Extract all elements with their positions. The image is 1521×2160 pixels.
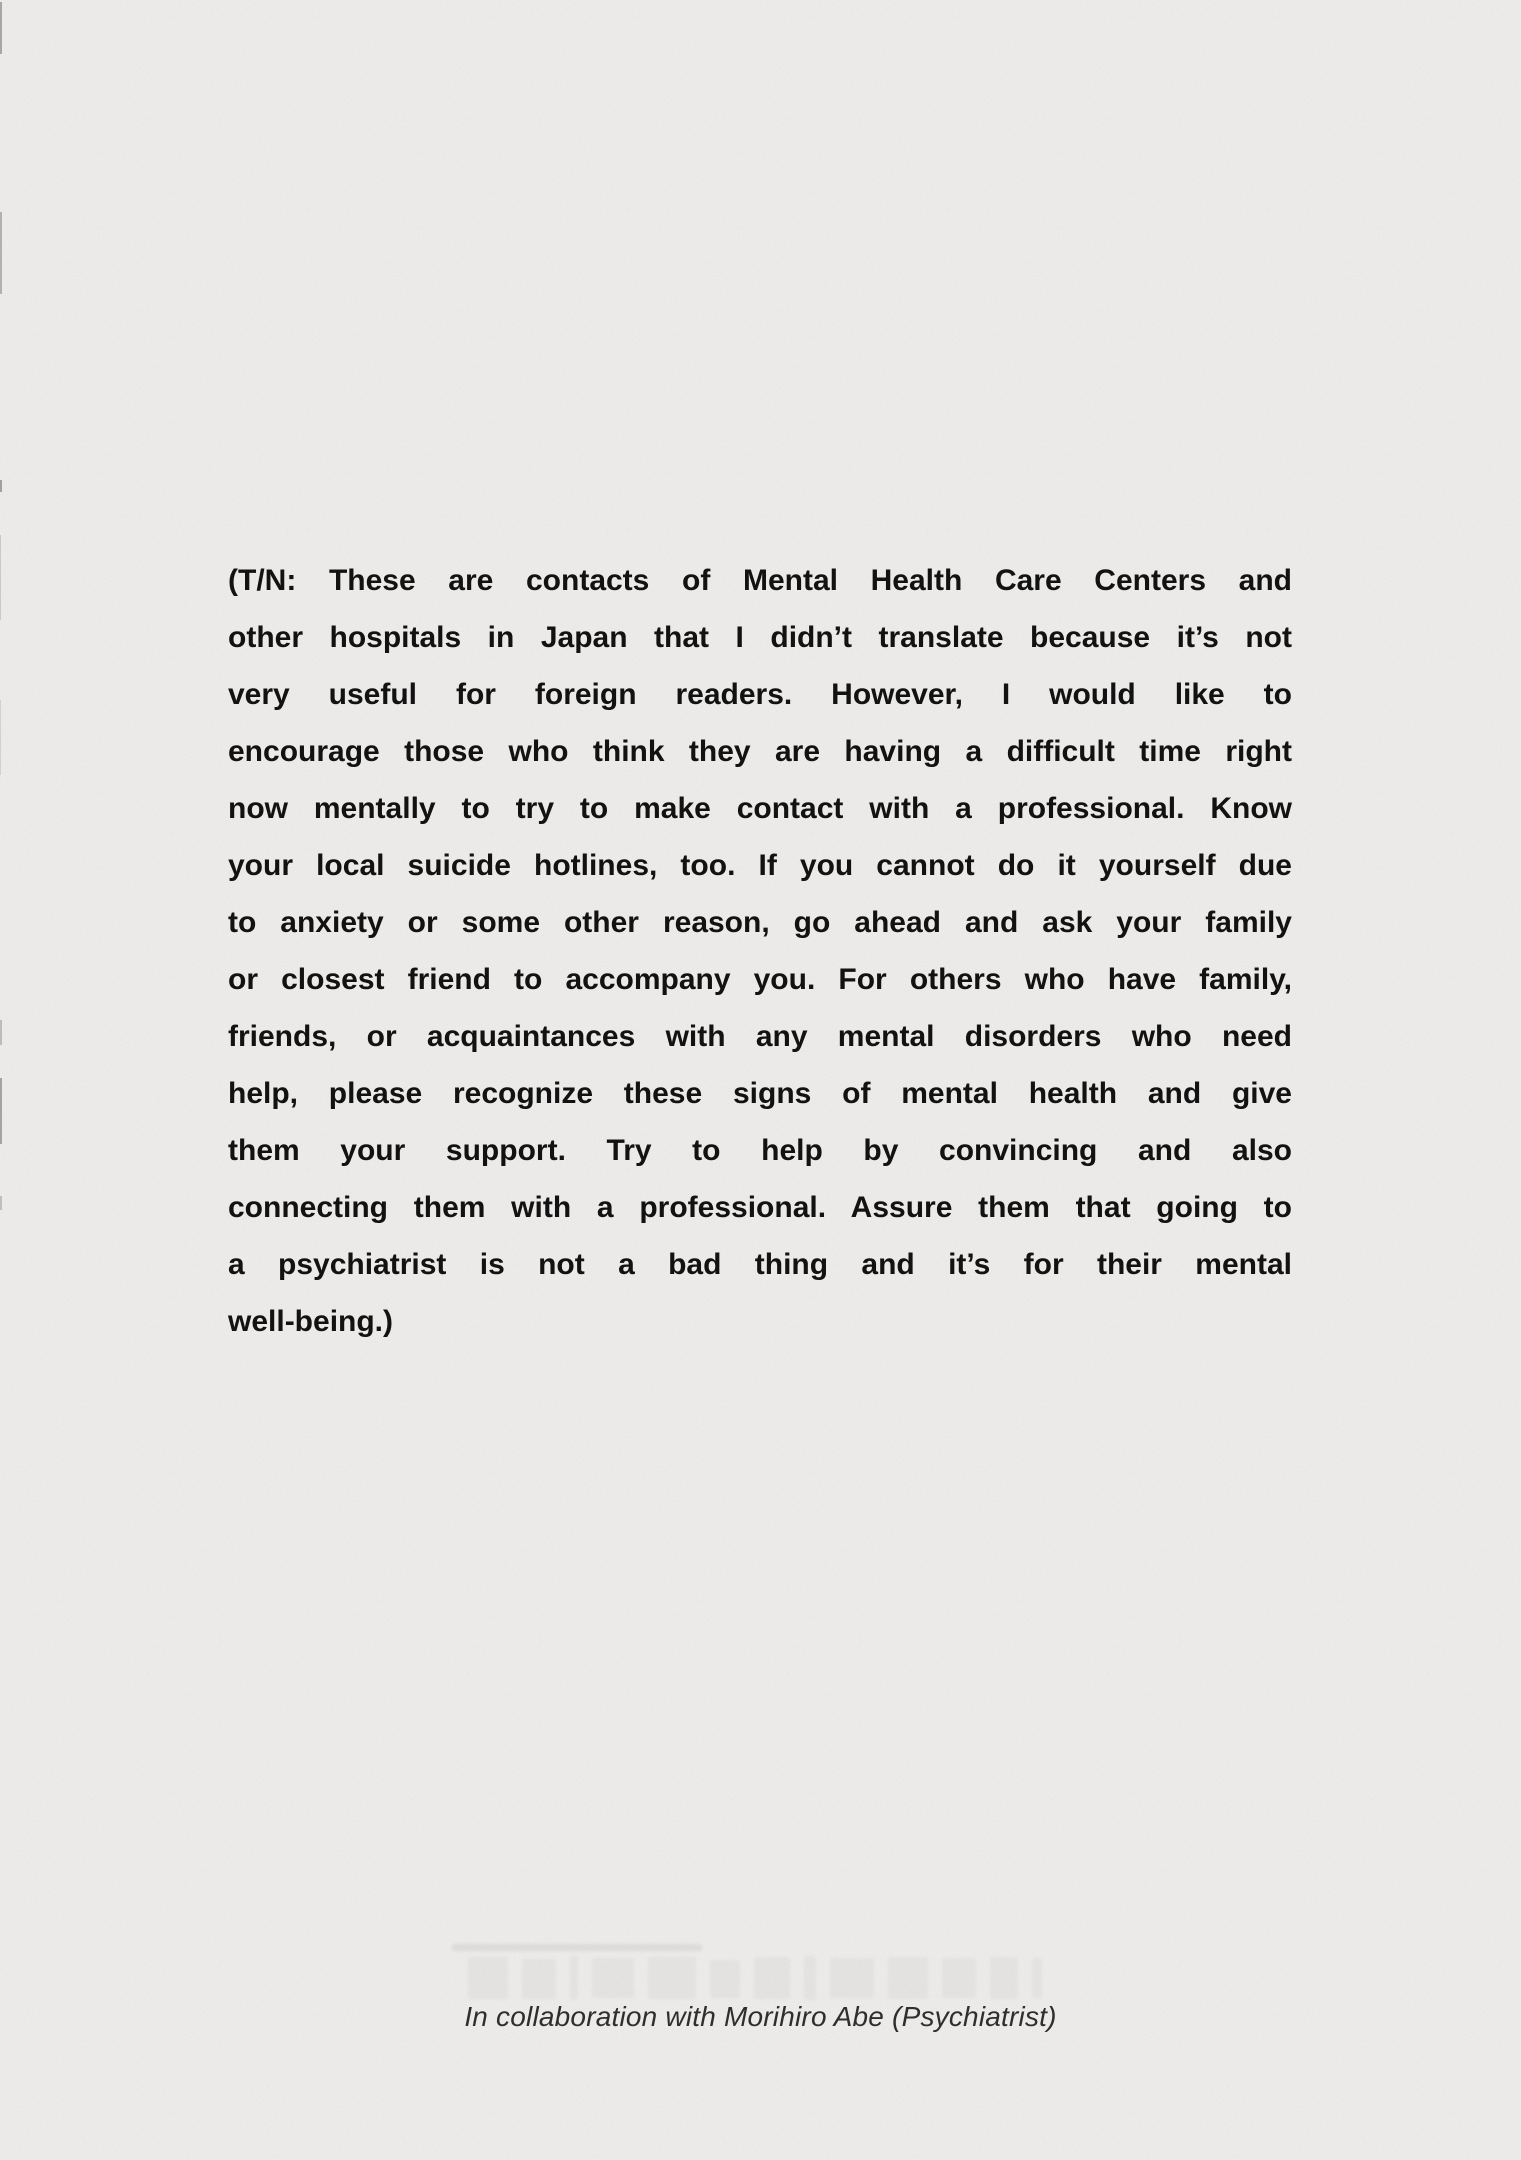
scan-edge-artifact: [0, 535, 1, 620]
scan-edge-artifact: [0, 1020, 2, 1045]
note-line: help, please recognize these signs of mental health and give: [228, 1077, 1292, 1110]
scan-edge-artifact: [0, 2, 2, 54]
note-line: (T/N: These are contacts of Mental Health Care Centers and: [228, 564, 1292, 597]
scan-edge-artifact: [0, 700, 1, 775]
note-line: friends, or acquaintances with any mental disorders who need: [228, 1020, 1292, 1053]
collaboration-credit: In collaboration with Morihiro Abe (Psychiatrist): [464, 2001, 1057, 2032]
note-line: encourage those who think they are having a difficult time right: [228, 735, 1292, 768]
note-line: very useful for foreign readers. However, I would like to: [228, 678, 1292, 711]
note-line: well-being.): [228, 1305, 393, 1338]
note-line: connecting them with a professional. Assure them that going to: [228, 1191, 1292, 1224]
note-line: to anxiety or some other reason, go ahead and ask your family: [228, 906, 1292, 939]
note-line: now mentally to try to make contact with a professional. Know: [228, 792, 1292, 825]
note-line: them your support. Try to help by convincing and also: [228, 1134, 1292, 1167]
note-line: a psychiatrist is not a bad thing and it’s for their mental: [228, 1248, 1292, 1281]
translator-note: [228, 552, 1292, 1350]
note-line: other hospitals in Japan that I didn’t translate because it’s not: [228, 621, 1292, 654]
note-line: your local suicide hotlines, too. If you cannot do it yourself due: [228, 849, 1292, 882]
scan-edge-artifact: [0, 1078, 2, 1144]
scan-edge-artifact: [0, 212, 2, 294]
scan-edge-artifact: [0, 1196, 2, 1210]
note-line: or closest friend to accompany you. For others who have family,: [228, 963, 1292, 996]
erased-text-smudge: [452, 1944, 702, 1951]
scan-edge-artifact: [0, 480, 2, 492]
